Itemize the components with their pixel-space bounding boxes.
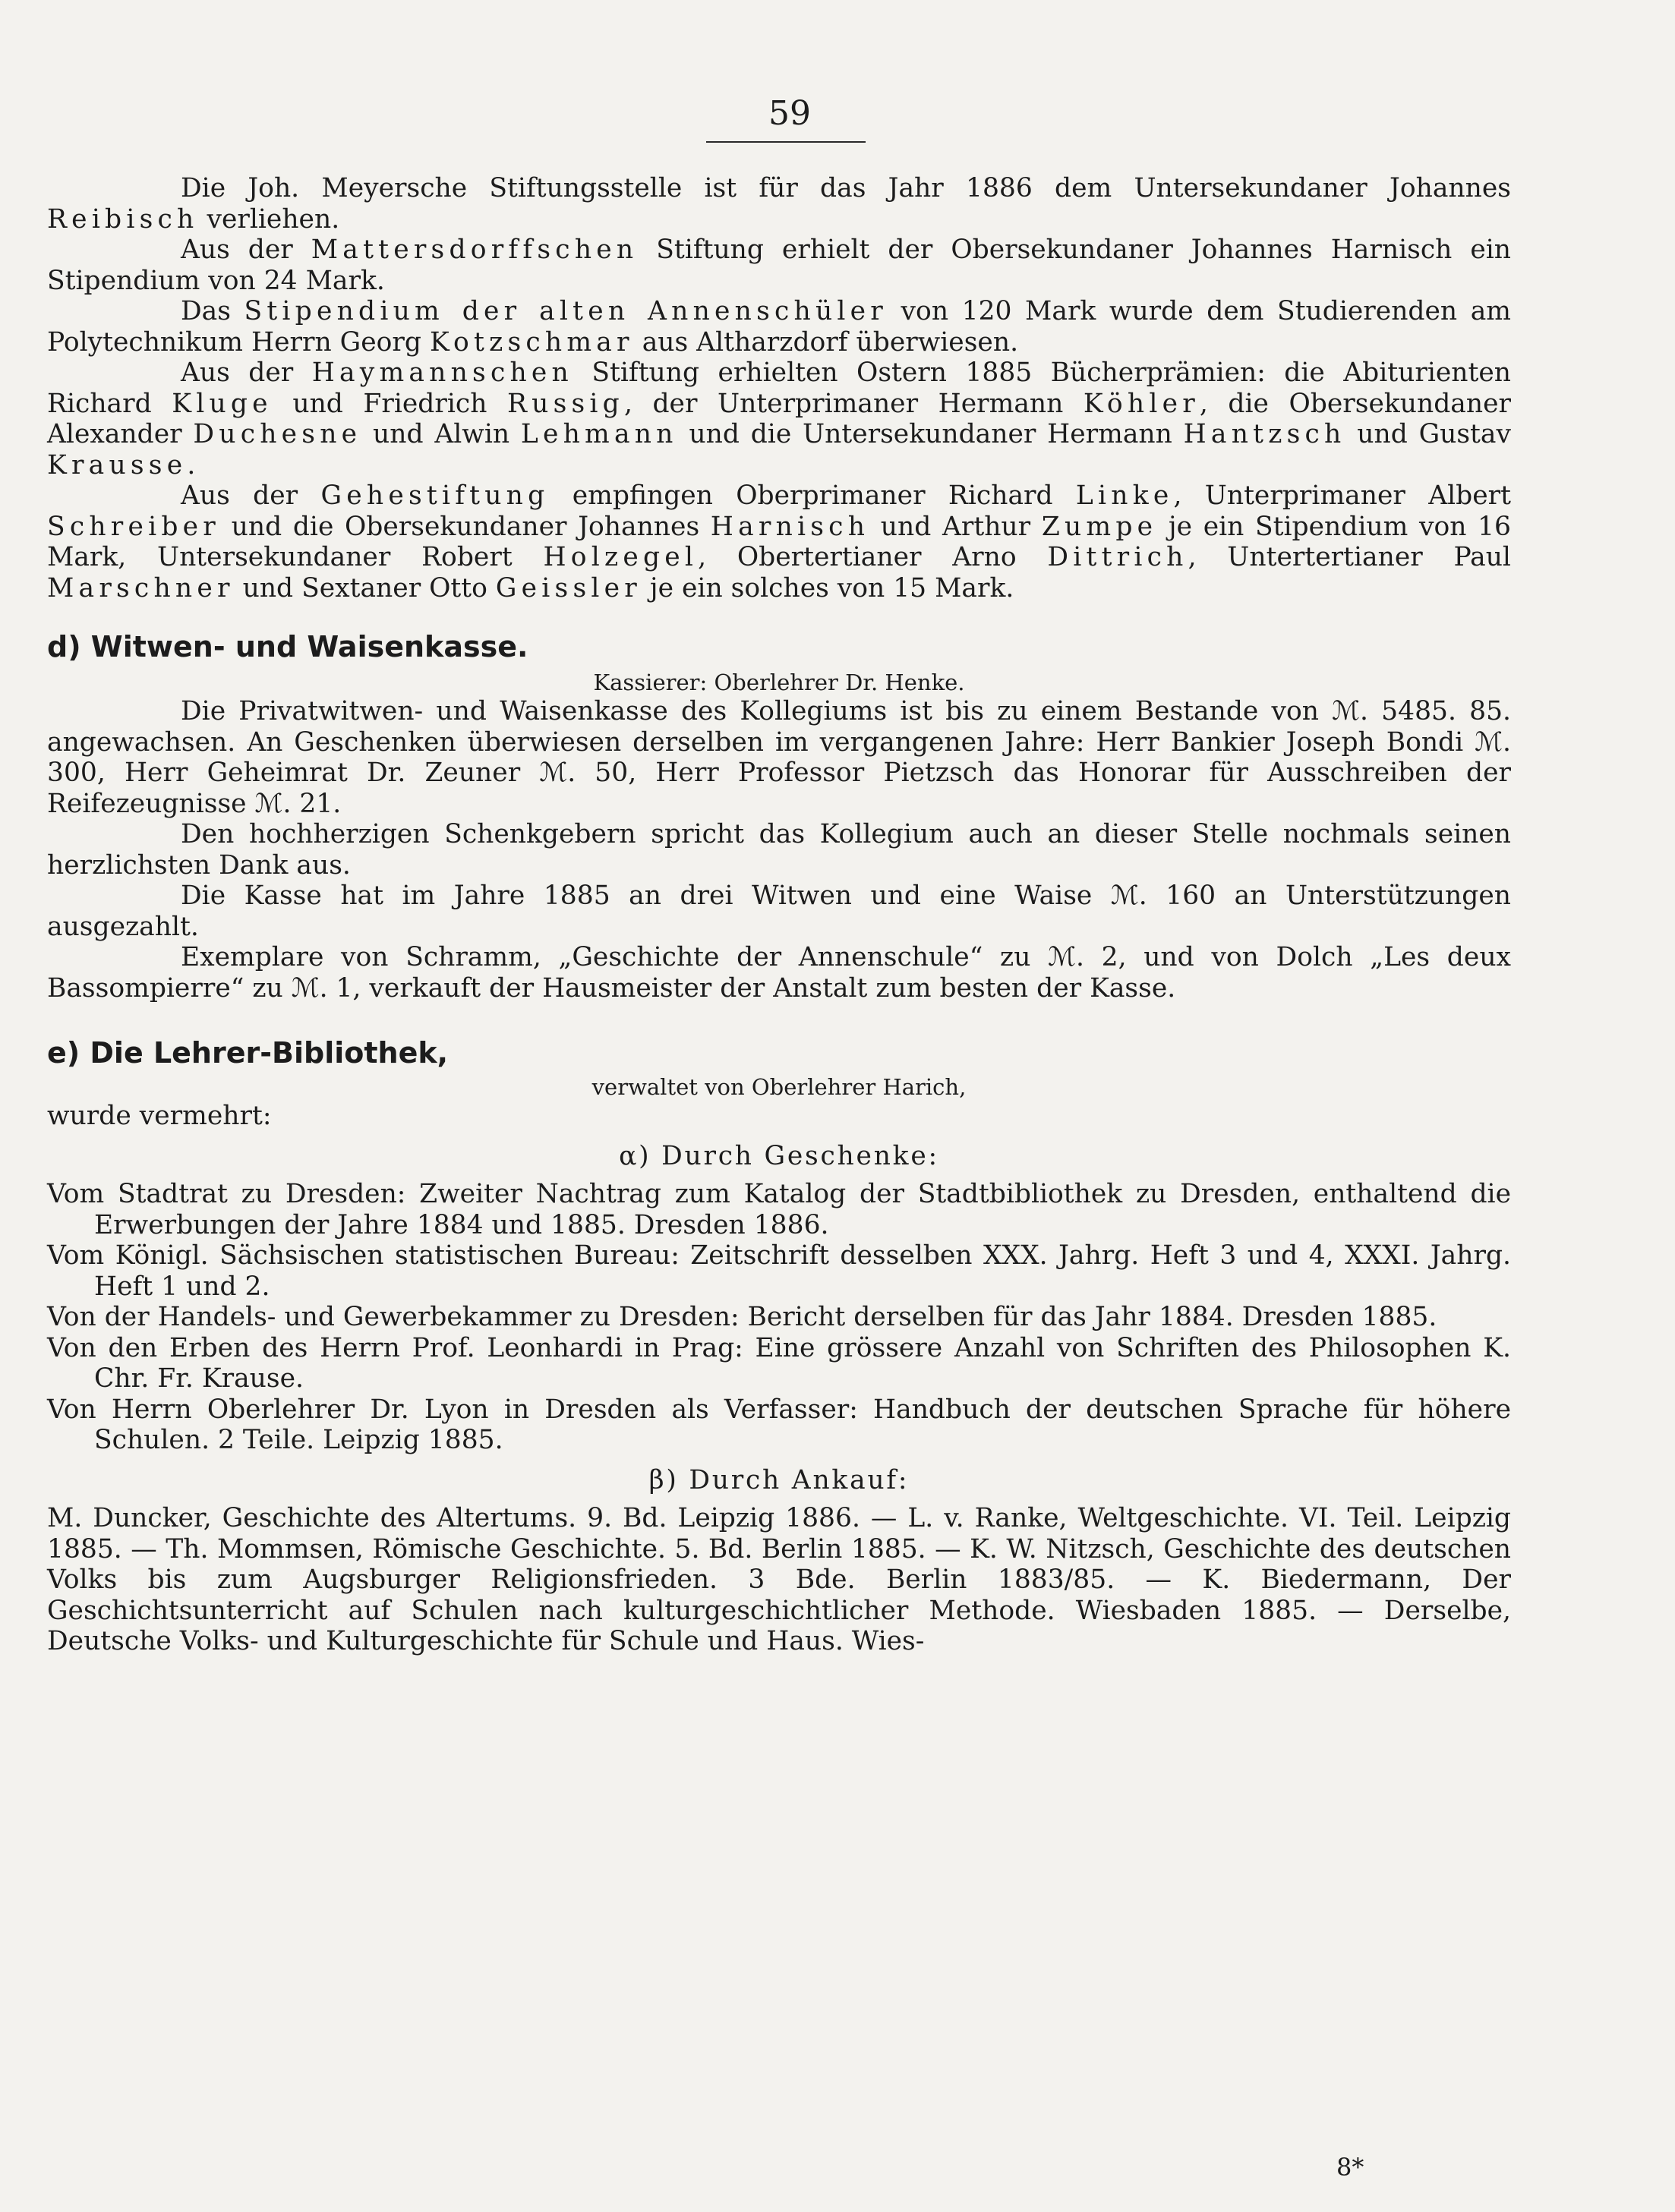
gift-entry: Vom Königl. Sächsischen statistischen Bureau: Zeitschrift desselben XXX. Jahrg. Heft 3 und 4, XXXI. Jahrg. Heft 1 und 2.	[47, 1240, 1511, 1302]
spaced-name: Duchesne	[193, 419, 362, 449]
paragraph-annenschueler-stipend	[47, 296, 1511, 358]
text-run: je ein Stipendium von 16 Mark, Untersekundaner Robert	[47, 511, 1511, 572]
text-run: Stiftung erhielt der Obersekundaner Johannes Harnisch ein Stipendium von 24 Mark.	[47, 235, 1511, 296]
text-run: , der Unterprimaner Hermann	[623, 388, 1084, 419]
text-run: empfingen Oberprimaner Richard	[549, 481, 1076, 511]
text-run: und die Obersekundaner Johannes	[220, 511, 711, 542]
subheading-purchases: β) Durch Ankauf:	[648, 1464, 910, 1495]
text-run: verliehen.	[198, 203, 340, 235]
librarian-line: verwaltet von Oberlehrer Harich,	[591, 1074, 967, 1100]
text-run: Aus der	[181, 481, 321, 511]
text-run: Stiftung erhielten Ostern 1885 Bücherprämien: die Abiturienten Richard	[47, 358, 1511, 419]
text-run: und Alwin	[361, 419, 521, 449]
text-run: aus Altharzdorf überwiesen.	[633, 326, 1019, 358]
purchases-list: M. Duncker, Geschichte des Altertums. 9. Bd. Leipzig 1886. — L. v. Ranke, Weltgeschichte. VI. Teil. Leipzig 1885. — Th. Mommsen, Römische Geschichte. 5. Bd. Berlin 1885. — K. W. Nitzsch, Geschichte des deutschen Volks bis zum Augsburger Religionsfrieden. 3 Bde. Berlin 1883/85. — K. Biedermann, Der Geschichtsunterricht auf Schulen nach kulturgeschichtlicher Methode. Wiesbaden 1885. — Derselbe, Deutsche Volks- und Kulturgeschichte für Schule und Haus. Wies-	[47, 1503, 1511, 1656]
paragraph-gehe-stipend	[47, 481, 1511, 603]
spaced-name: Harnisch	[710, 511, 870, 542]
spaced-name: Reibisch	[47, 203, 199, 235]
spaced-name: Köhler	[1083, 388, 1200, 419]
paragraph-mattersdorff-stipend	[47, 235, 1511, 296]
spaced-name: Kotzschmar	[429, 326, 634, 358]
increased-line: wurde vermehrt:	[47, 1101, 272, 1131]
text-run: , die Obersekundaner Alexander	[47, 388, 1511, 449]
text-run: und Sextaner Otto	[234, 572, 496, 603]
gift-entry: Vom Stadtrat zu Dresden: Zweiter Nachtrag zum Katalog der Stadtbibliothek zu Dresden, enthaltend die Erwerbungen der Jahre 1884 und 1885. Dresden 1886.	[47, 1179, 1511, 1240]
paragraph-thanks: Den hochherzigen Schenkgebern spricht das Kollegium auch an dieser Stelle nochmals seinen herzlichsten Dank aus.	[47, 819, 1511, 881]
body-text	[47, 173, 1511, 1657]
paragraph-haymann-stipend	[47, 358, 1511, 481]
header-rule	[706, 141, 866, 143]
cashier-line: Kassierer: Oberlehrer Dr. Henke.	[593, 670, 965, 695]
spaced-name: Dittrich	[1047, 542, 1188, 572]
text-run: und Friedrich	[272, 388, 507, 419]
text-run: und Arthur	[869, 511, 1042, 542]
text-run: je ein solches von 15 Mark.	[641, 572, 1014, 603]
text-run: .	[187, 449, 196, 481]
paragraph-payments: Die Kasse hat im Jahre 1885 an drei Witwen und eine Waise ℳ. 160 an Unterstützungen ausgezahlt.	[47, 881, 1511, 942]
spaced-name: Krausse	[47, 449, 188, 481]
section-heading-widows-fund: d) Witwen- und Waisenkasse.	[47, 630, 528, 663]
spaced-name: Zumpe	[1041, 511, 1158, 542]
subheading-gifts: α) Durch Geschenke:	[619, 1140, 939, 1171]
spaced-name: Marschner	[47, 572, 235, 603]
spaced-name: Geissler	[495, 572, 642, 603]
text-run: Aus der	[181, 235, 311, 265]
gift-entry: Von den Erben des Herrn Prof. Leonhardi in Prag: Eine grössere Anzahl von Schriften des Philosophen K. Chr. Fr. Krause.	[47, 1332, 1511, 1394]
spaced-name: Kluge	[172, 388, 273, 419]
text-run: , Obertertianer Arno	[698, 542, 1048, 572]
spaced-name: Lehmann	[520, 419, 678, 449]
spaced-name: Gehestiftung	[320, 481, 550, 511]
paragraph-fund-balance: Die Privatwitwen- und Waisenkasse des Kollegiums ist bis zu einem Bestande von ℳ. 5485. 85. angewachsen. An Geschenken überwiesen derselben im vergangenen Jahre: Herr Bankier Joseph Bondi ℳ. 300, Herr Geheimrat Dr. Zeuner ℳ. 50, Herr Professor Pietzsch das Honorar für Ausschreiben der Reifezeugnisse ℳ. 21.	[47, 696, 1511, 819]
text-run: und Gustav	[1345, 419, 1511, 449]
signature-mark: 8*	[1336, 2153, 1364, 2182]
gift-entry: Von der Handels- und Gewerbekammer zu Dresden: Bericht derselben für das Jahr 1884. Dresden 1885.	[47, 1302, 1437, 1332]
spaced-name: Mattersdorffschen	[311, 235, 639, 265]
text-run: Die Joh. Meyersche Stiftungsstelle ist für das Jahr 1886 dem Untersekundaner Johannes	[181, 173, 1511, 203]
spaced-name: Schreiber	[47, 511, 221, 542]
paragraph-meyer-stipend	[47, 173, 1511, 235]
page-number: 59	[768, 94, 811, 133]
spaced-name: Russig	[506, 388, 624, 419]
text-run: Aus der	[181, 358, 312, 388]
paragraph-copies: Exemplare von Schramm, „Geschichte der Annenschule“ zu ℳ. 2, und von Dolch „Les deux Bassompierre“ zu ℳ. 1, verkauft der Hausmeister der Anstalt zum besten der Kasse.	[47, 942, 1511, 1004]
section-heading-teacher-library: e) Die Lehrer-Bibliothek,	[47, 1036, 449, 1070]
text-run: , Unterprimaner Albert	[1173, 481, 1511, 511]
text-run: Das	[181, 296, 244, 326]
spaced-name: Hantzsch	[1183, 419, 1346, 449]
spaced-name: Haymannschen	[311, 358, 573, 388]
gift-entry: Von Herrn Oberlehrer Dr. Lyon in Dresden als Verfasser: Handbuch der deutschen Sprache für höhere Schulen. 2 Teile. Leipzig 1885.	[47, 1394, 1511, 1455]
text-run: , Untertertianer Paul	[1188, 542, 1511, 572]
text-run: von 120 Mark wurde dem Studierenden am Polytechnikum Herrn Georg	[47, 296, 1511, 358]
spaced-name: Holzegel	[543, 542, 699, 572]
text-run: und die Untersekundaner Hermann	[677, 419, 1184, 449]
spaced-name: Stipendium der alten Annenschüler	[244, 296, 888, 326]
spaced-name: Linke	[1075, 481, 1174, 511]
